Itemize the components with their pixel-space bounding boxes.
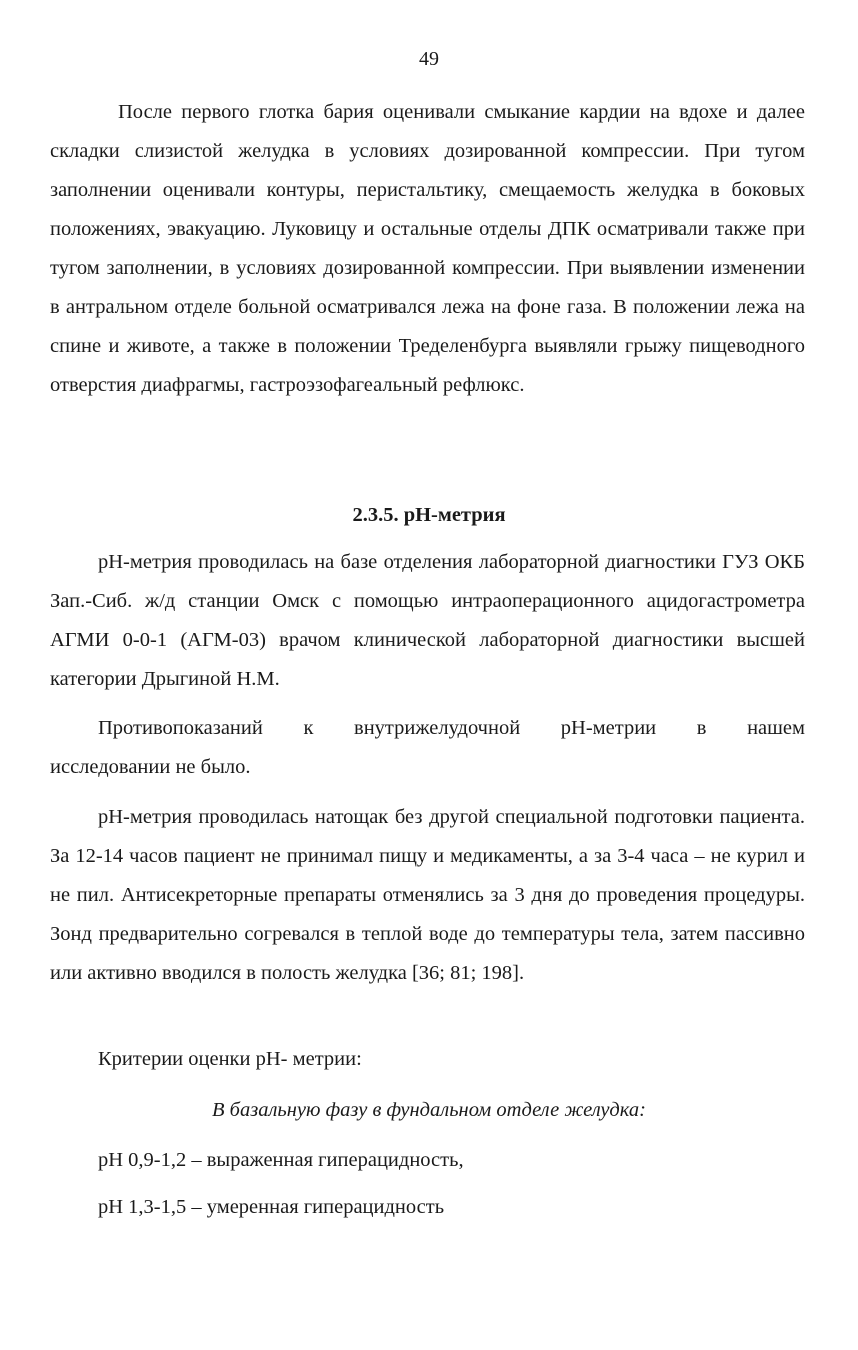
section-heading: 2.3.5. pH-метрия bbox=[352, 504, 506, 526]
paragraph-barium-examination: После первого глотка бария оценивали смыкание кардии на вдохе и далее складки слизистой желудка в условиях дозированной компрессии. При тугом заполнении оценивали контуры, перистальтику, смещаемость желудка в боковых положениях, эвакуацию. Луковицу и остальные отделы ДПК осматривали также при тугом заполнении, в условиях дозированной компрессии. При выявлении изменении в антральном отделе больной осматривался лежа на фоне газа. В положении лежа на спине и животе, а также в положении Тределенбурга выявляли грыжу пищеводного отверстия диафрагмы, гастроэзофагеальный рефлюкс. bbox=[50, 101, 805, 396]
criteria-label: Критерии оценки pH- метрии: bbox=[98, 1048, 362, 1070]
criteria-item: pH 1,3-1,5 – умеренная гиперацидность bbox=[98, 1196, 445, 1218]
paragraph-preparation: pH-метрия проводилась натощак без другой специальной подготовки пациента. За 12-14 часов пациент не принимал пищу и медикаменты, а за 3-4 часа – не курил и не пил. Антисекреторные препараты отменялись за 3 дня до проведения процедуры. Зонд предварительно согревался в теплой воде до температуры тела, затем пассивно или активно вводился в полость желудка [36; 81; 198]. bbox=[50, 806, 805, 984]
paragraph-ph-metry-base: pH-метрия проводилась на базе отделения лабораторной диагностики ГУЗ ОКБ Зап.-Сиб. ж/д станции Омск с помощью интраоперационного ацидогастрометра АГМИ 0-0-1 (АГМ-03) врачом клинической лабораторной диагностики высшей категории Дрыгиной Н.М. bbox=[50, 551, 805, 690]
criteria-subheading: В базальную фазу в фундальном отделе желудка: bbox=[212, 1099, 646, 1121]
paragraph-contraindications-line2: исследовании не было. bbox=[50, 756, 251, 778]
page-number: 49 bbox=[419, 48, 439, 70]
paragraph-contraindications-line1: Противопоказаний к внутрижелудочной pH-метрии в нашем bbox=[98, 717, 805, 739]
criteria-item: pH 0,9-1,2 – выраженная гиперацидность, bbox=[98, 1149, 464, 1171]
